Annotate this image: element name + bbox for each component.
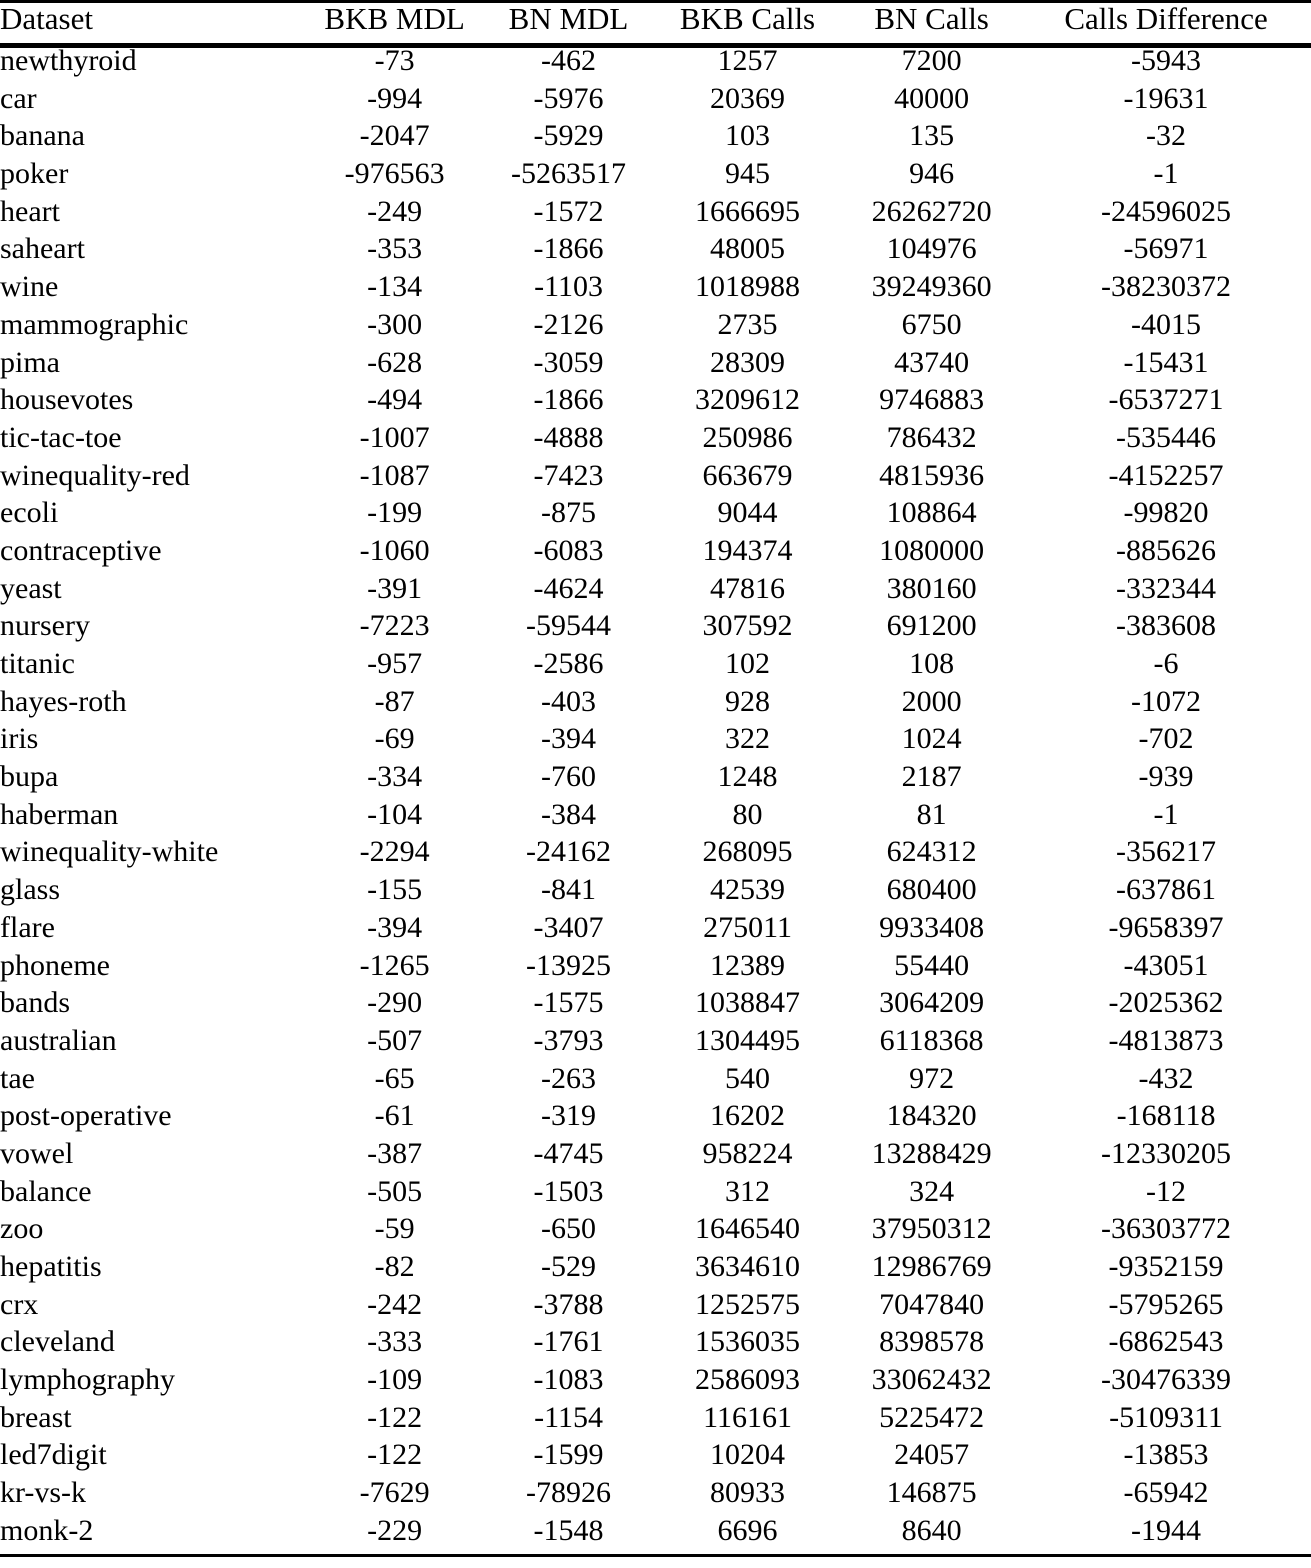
- cell-bn-mdl: -3059: [533, 345, 604, 379]
- cell-bkb-mdl: -134: [367, 270, 423, 304]
- cell-bkb-mdl: -73: [374, 44, 415, 77]
- cell-dataset-name: car: [0, 81, 37, 115]
- table-body: [0, 45, 1311, 1556]
- cell-bn-calls: 146875: [886, 1476, 977, 1510]
- cell-bn-calls: 43740: [894, 345, 970, 379]
- table-row[interactable]: [0, 1139, 1311, 1177]
- cell-bn-calls: 2000: [901, 684, 962, 718]
- table-row[interactable]: [0, 574, 1311, 612]
- cell-bn-calls: 1024: [901, 722, 962, 756]
- cell-bn-mdl: -4745: [533, 1136, 604, 1170]
- cell-bn-mdl: -24162: [526, 835, 612, 869]
- cell-bn-calls: 40000: [894, 81, 970, 115]
- cell-bn-mdl: -1761: [533, 1325, 604, 1359]
- cell-bn-mdl: -263: [541, 1061, 597, 1095]
- cell-dataset-name: contraceptive: [0, 533, 162, 567]
- cell-bn-mdl: -1599: [533, 1438, 604, 1472]
- table-row[interactable]: [0, 159, 1311, 197]
- cell-bn-calls: 184320: [886, 1099, 977, 1133]
- cell-dataset-name: winequality-red: [0, 458, 190, 492]
- cell-bkb-mdl: -1060: [359, 533, 430, 567]
- cell-dataset-name: heart: [0, 194, 60, 228]
- cell-bkb-calls: 3634610: [695, 1250, 801, 1283]
- cell-bkb-mdl: -505: [367, 1174, 423, 1208]
- table-row[interactable]: [0, 837, 1311, 875]
- table-row[interactable]: [0, 649, 1311, 687]
- cell-bn-calls: 4815936: [879, 458, 985, 492]
- cell-bkb-calls: 28309: [710, 345, 786, 379]
- table-row[interactable]: [0, 875, 1311, 913]
- cell-dataset-name: titanic: [0, 647, 75, 680]
- cell-bn-calls: 946: [909, 157, 955, 191]
- cell-bn-calls: 380160: [886, 571, 977, 605]
- cell-bkb-mdl: -994: [367, 81, 423, 115]
- cell-bkb-mdl: -122: [367, 1438, 423, 1472]
- cell-dataset-name: phoneme: [0, 948, 110, 982]
- column-header-bkb-mdl[interactable]: BKB MDL: [305, 3, 484, 45]
- table-row[interactable]: [0, 461, 1311, 499]
- cell-bn-mdl: -3407: [533, 910, 604, 944]
- column-header-bn-calls[interactable]: BN Calls: [842, 3, 1021, 45]
- table-row[interactable]: [0, 310, 1311, 348]
- cell-calls-difference: -4152257: [1108, 458, 1224, 492]
- cell-calls-difference: -332344: [1116, 571, 1217, 605]
- cell-bkb-mdl: -249: [367, 194, 423, 228]
- table-row[interactable]: [0, 348, 1311, 386]
- cell-bn-mdl: -1572: [533, 194, 604, 228]
- cell-dataset-name: crx: [0, 1287, 39, 1321]
- table-row[interactable]: [0, 762, 1311, 800]
- cell-bkb-calls: 103: [725, 119, 771, 153]
- cell-bkb-calls: 1248: [717, 760, 778, 794]
- column-header-dataset[interactable]: Dataset: [0, 3, 305, 45]
- cell-bn-calls: 55440: [894, 948, 970, 982]
- cell-dataset-name: tae: [0, 1061, 35, 1095]
- cell-bn-calls: 26262720: [871, 194, 992, 228]
- cell-calls-difference: -1944: [1021, 1516, 1311, 1555]
- cell-dataset-name: post-operative: [0, 1099, 172, 1133]
- table-header: [0, 2, 1311, 45]
- cell-dataset-name: mammographic: [0, 307, 189, 341]
- cell-calls-difference: -24596025: [1101, 194, 1232, 228]
- cell-bkb-calls: 928: [725, 684, 771, 718]
- table-row[interactable]: [0, 687, 1311, 725]
- cell-bn-calls: 104976: [886, 232, 977, 266]
- cell-calls-difference: -6862543: [1108, 1325, 1224, 1359]
- cell-bn-mdl: -394: [541, 722, 597, 756]
- cell-bn-calls: 2187: [901, 760, 962, 794]
- table-row[interactable]: [0, 611, 1311, 649]
- cell-bn-mdl: -6083: [533, 533, 604, 567]
- table-row[interactable]: [0, 1365, 1311, 1403]
- cell-calls-difference: -939: [1138, 760, 1194, 794]
- cell-bkb-mdl: -69: [374, 722, 415, 756]
- cell-calls-difference: -15431: [1123, 345, 1209, 379]
- cell-bkb-calls: 102: [725, 647, 771, 680]
- cell-bn-calls: 680400: [886, 873, 977, 907]
- cell-calls-difference: -9658397: [1108, 910, 1224, 944]
- cell-bkb-calls: 275011: [703, 910, 792, 944]
- cell-bkb-mdl: -59: [374, 1212, 415, 1246]
- cell-bn-mdl: -5929: [533, 119, 604, 153]
- cell-bkb-calls: 1038847: [695, 986, 801, 1020]
- cell-bkb-mdl: -7223: [359, 609, 430, 643]
- table-row[interactable]: [0, 84, 1311, 122]
- cell-bn-mdl: -1548: [484, 1516, 653, 1555]
- cell-bn-calls: 108: [909, 647, 955, 680]
- table-row[interactable]: [0, 498, 1311, 536]
- cell-bn-mdl: -650: [541, 1212, 597, 1246]
- table-row[interactable]: [0, 913, 1311, 951]
- table-row[interactable]: [0, 536, 1311, 574]
- cell-bn-calls: 135: [909, 119, 955, 153]
- cell-dataset-name: wine: [0, 270, 59, 304]
- table-row[interactable]: [0, 197, 1311, 235]
- cell-dataset-name: vowel: [0, 1136, 74, 1170]
- cell-bkb-mdl: -61: [374, 1099, 415, 1133]
- cell-bkb-calls: 945: [725, 157, 771, 191]
- cell-bkb-mdl: -353: [367, 232, 423, 266]
- cell-dataset-name: iris: [0, 722, 39, 756]
- cell-dataset-name: monk-2: [0, 1516, 305, 1555]
- table-header-row: [0, 3, 1311, 45]
- cell-bkb-mdl: -199: [367, 496, 423, 530]
- cell-calls-difference: -13853: [1123, 1438, 1209, 1472]
- cell-calls-difference: -12330205: [1101, 1136, 1232, 1170]
- cell-bn-mdl: -841: [541, 873, 597, 907]
- cell-bkb-calls: 307592: [702, 609, 793, 643]
- cell-bkb-mdl: -957: [367, 647, 423, 680]
- cell-calls-difference: -12: [1146, 1174, 1187, 1208]
- cell-bkb-mdl: -65: [374, 1061, 415, 1095]
- cell-calls-difference: -702: [1138, 722, 1194, 756]
- cell-bkb-calls: 250986: [702, 420, 793, 454]
- table-row[interactable]: [0, 385, 1311, 423]
- cell-bkb-mdl: -976563: [344, 157, 445, 191]
- table-row[interactable]: [0, 1516, 1311, 1555]
- cell-calls-difference: -356217: [1116, 835, 1217, 869]
- cell-bkb-calls: 1304495: [695, 1023, 801, 1057]
- cell-bn-calls: 13288429: [871, 1136, 992, 1170]
- cell-dataset-name: housevotes: [0, 383, 134, 417]
- cell-bn-mdl: -403: [541, 684, 597, 718]
- cell-bn-calls: 1080000: [879, 533, 985, 567]
- cell-bkb-calls: 1536035: [695, 1325, 801, 1359]
- cell-bkb-mdl: -290: [367, 986, 423, 1020]
- cell-bn-calls: 3064209: [879, 986, 985, 1020]
- cell-bkb-mdl: -1087: [359, 458, 430, 492]
- cell-bn-calls: 5225472: [879, 1400, 985, 1434]
- cell-bn-calls: 324: [909, 1174, 955, 1208]
- cell-calls-difference: -5795265: [1108, 1287, 1224, 1321]
- cell-bkb-calls: 663679: [702, 458, 793, 492]
- cell-dataset-name: nursery: [0, 609, 90, 643]
- cell-bn-calls: 6118368: [879, 1023, 984, 1057]
- cell-calls-difference: -5109311: [1109, 1400, 1223, 1434]
- cell-dataset-name: australian: [0, 1023, 117, 1057]
- cell-bkb-mdl: -122: [367, 1400, 423, 1434]
- cell-bkb-calls: 540: [725, 1061, 771, 1095]
- cell-calls-difference: -4015: [1131, 307, 1202, 341]
- table-row[interactable]: [0, 1478, 1311, 1516]
- cell-bn-calls: 786432: [886, 420, 977, 454]
- table-row[interactable]: [0, 1252, 1311, 1290]
- table-row[interactable]: [0, 1064, 1311, 1102]
- cell-calls-difference: -432: [1138, 1061, 1194, 1095]
- cell-bn-mdl: -1575: [533, 986, 604, 1020]
- cell-dataset-name: newthyroid: [0, 44, 137, 77]
- cell-bkb-calls: 1018988: [695, 270, 801, 304]
- cell-bn-mdl: -5976: [533, 81, 604, 115]
- cell-dataset-name: banana: [0, 119, 85, 153]
- cell-bkb-mdl: -2047: [359, 119, 430, 153]
- cell-bkb-calls: 268095: [702, 835, 793, 869]
- cell-dataset-name: bupa: [0, 760, 59, 794]
- cell-bn-calls: 9933408: [879, 910, 985, 944]
- cell-bn-mdl: -529: [541, 1250, 597, 1283]
- cell-dataset-name: bands: [0, 986, 70, 1020]
- cell-bkb-mdl: -2294: [359, 835, 430, 869]
- cell-bkb-calls: 80: [732, 797, 763, 831]
- cell-dataset-name: lymphography: [0, 1363, 175, 1397]
- column-header-bkb-calls[interactable]: BKB Calls: [653, 3, 842, 45]
- cell-bkb-calls: 1257: [717, 44, 778, 77]
- cell-dataset-name: balance: [0, 1174, 92, 1208]
- cell-bn-mdl: -13925: [526, 948, 612, 982]
- cell-bkb-calls: 958224: [702, 1136, 793, 1170]
- cell-bkb-mdl: -394: [367, 910, 423, 944]
- cell-bn-mdl: -1154: [534, 1400, 603, 1434]
- cell-calls-difference: -99820: [1123, 496, 1209, 530]
- table-row[interactable]: [0, 1177, 1311, 1215]
- cell-dataset-name: flare: [0, 910, 55, 944]
- cell-bkb-calls: 2735: [717, 307, 778, 341]
- table-row[interactable]: [0, 45, 1311, 84]
- cell-bkb-mdl: -109: [367, 1363, 423, 1397]
- cell-bn-calls: 9746883: [879, 383, 985, 417]
- cell-calls-difference: -1: [1153, 797, 1179, 831]
- cell-bkb-calls: 2586093: [695, 1363, 801, 1397]
- cell-bkb-calls: 42539: [710, 873, 786, 907]
- cell-bn-mdl: -760: [541, 760, 597, 794]
- table-row[interactable]: [0, 1327, 1311, 1365]
- column-header-bn-mdl[interactable]: BN MDL: [484, 3, 653, 45]
- cell-calls-difference: -9352159: [1108, 1250, 1224, 1283]
- cell-calls-difference: -1: [1153, 157, 1179, 191]
- cell-calls-difference: -19631: [1123, 81, 1209, 115]
- cell-calls-difference: -38230372: [1101, 270, 1232, 304]
- cell-bkb-calls: 47816: [710, 571, 786, 605]
- cell-calls-difference: -535446: [1116, 420, 1217, 454]
- cell-bkb-calls: 9044: [717, 496, 778, 530]
- cell-calls-difference: -885626: [1116, 533, 1217, 567]
- cell-bn-calls: 8398578: [879, 1325, 985, 1359]
- cell-bkb-mdl: -82: [374, 1250, 415, 1283]
- cell-dataset-name: tic-tac-toe: [0, 420, 122, 454]
- cell-bn-mdl: -1083: [533, 1363, 604, 1397]
- cell-bn-calls: 8640: [842, 1516, 1021, 1555]
- cell-bkb-calls: 16202: [710, 1099, 786, 1133]
- cell-bkb-calls: 312: [725, 1174, 771, 1208]
- cell-bkb-mdl: -300: [367, 307, 423, 341]
- cell-bn-calls: 6750: [901, 307, 962, 341]
- cell-bn-calls: 691200: [886, 609, 977, 643]
- cell-dataset-name: kr-vs-k: [0, 1476, 87, 1510]
- cell-calls-difference: -36303772: [1101, 1212, 1232, 1246]
- cell-bkb-calls: 20369: [710, 81, 786, 115]
- cell-bn-mdl: -4624: [533, 571, 604, 605]
- cell-bn-mdl: -3788: [533, 1287, 604, 1321]
- cell-dataset-name: saheart: [0, 232, 85, 266]
- column-header-calls-difference[interactable]: Calls Difference: [1021, 3, 1311, 45]
- table-row[interactable]: [0, 234, 1311, 272]
- cell-bn-mdl: -1866: [533, 383, 604, 417]
- cell-bn-mdl: -1866: [533, 232, 604, 266]
- cell-dataset-name: winequality-white: [0, 835, 219, 869]
- cell-dataset-name: pima: [0, 345, 60, 379]
- cell-bkb-calls: 1646540: [695, 1212, 801, 1246]
- cell-bkb-mdl: -387: [367, 1136, 423, 1170]
- cell-dataset-name: led7digit: [0, 1438, 107, 1472]
- cell-bn-mdl: -5263517: [511, 157, 627, 191]
- cell-bn-mdl: -4888: [533, 420, 604, 454]
- cell-dataset-name: cleveland: [0, 1325, 115, 1359]
- cell-bkb-calls: 12389: [710, 948, 786, 982]
- cell-calls-difference: -6537271: [1108, 383, 1224, 417]
- cell-dataset-name: hayes-roth: [0, 684, 127, 718]
- cell-bn-calls: 12986769: [871, 1250, 992, 1283]
- cell-bn-calls: 624312: [886, 835, 977, 869]
- table-row[interactable]: [0, 1290, 1311, 1328]
- cell-bkb-calls: 6696: [653, 1516, 842, 1555]
- table-row[interactable]: [0, 423, 1311, 461]
- cell-bkb-mdl: -87: [374, 684, 415, 718]
- cell-bkb-calls: 322: [725, 722, 771, 756]
- cell-bn-mdl: -875: [541, 496, 597, 530]
- cell-calls-difference: -65942: [1123, 1476, 1209, 1510]
- cell-bn-mdl: -3793: [533, 1023, 604, 1057]
- cell-calls-difference: -1072: [1131, 684, 1202, 718]
- cell-bn-calls: 7047840: [879, 1287, 985, 1321]
- cell-bn-calls: 108864: [886, 496, 977, 530]
- cell-bn-mdl: -2126: [533, 307, 604, 341]
- cell-calls-difference: -4813873: [1108, 1023, 1224, 1057]
- cell-bkb-mdl: -628: [367, 345, 423, 379]
- cell-bn-mdl: -462: [541, 44, 597, 77]
- cell-bn-calls: 24057: [894, 1438, 970, 1472]
- cell-bn-mdl: -7423: [533, 458, 604, 492]
- table-row[interactable]: [0, 724, 1311, 762]
- cell-bkb-mdl: -155: [367, 873, 423, 907]
- cell-calls-difference: -32: [1146, 119, 1187, 153]
- cell-calls-difference: -383608: [1116, 609, 1217, 643]
- cell-bkb-calls: 10204: [710, 1438, 786, 1472]
- cell-bn-calls: 972: [909, 1061, 955, 1095]
- table-row[interactable]: [0, 1440, 1311, 1478]
- cell-bn-calls: 33062432: [871, 1363, 992, 1397]
- cell-calls-difference: -5943: [1131, 44, 1202, 77]
- cell-bn-calls: 39249360: [871, 270, 992, 304]
- cell-calls-difference: -43051: [1123, 948, 1209, 982]
- cell-bn-mdl: -384: [541, 797, 597, 831]
- cell-bkb-calls: 48005: [710, 232, 786, 266]
- cell-bkb-calls: 1252575: [695, 1287, 801, 1321]
- table-row[interactable]: [0, 1026, 1311, 1064]
- cell-bkb-mdl: -229: [305, 1516, 484, 1555]
- table-row[interactable]: [0, 1403, 1311, 1441]
- table-row[interactable]: [0, 272, 1311, 310]
- cell-bkb-mdl: -1265: [359, 948, 430, 982]
- cell-bn-mdl: -1103: [534, 270, 603, 304]
- cell-bkb-mdl: -1007: [359, 420, 430, 454]
- cell-bn-mdl: -78926: [526, 1476, 612, 1510]
- cell-dataset-name: haberman: [0, 797, 119, 831]
- cell-dataset-name: ecoli: [0, 496, 59, 530]
- cell-dataset-name: breast: [0, 1400, 72, 1434]
- cell-dataset-name: zoo: [0, 1212, 44, 1246]
- cell-bn-calls: 81: [916, 797, 947, 831]
- cell-bkb-calls: 116161: [703, 1400, 792, 1434]
- cell-bkb-mdl: -391: [367, 571, 423, 605]
- cell-bkb-mdl: -334: [367, 760, 423, 794]
- cell-bn-mdl: -59544: [526, 609, 612, 643]
- cell-bkb-calls: 3209612: [695, 383, 801, 417]
- cell-dataset-name: yeast: [0, 571, 62, 605]
- cell-bkb-mdl: -333: [367, 1325, 423, 1359]
- cell-calls-difference: -637861: [1116, 873, 1217, 907]
- cell-bn-calls: 7200: [901, 44, 962, 77]
- table-row[interactable]: [0, 1101, 1311, 1139]
- table-row[interactable]: [0, 121, 1311, 159]
- cell-bkb-calls: 80933: [710, 1476, 786, 1510]
- cell-calls-difference: -6: [1153, 647, 1179, 680]
- cell-bkb-mdl: -104: [367, 797, 423, 831]
- cell-bkb-calls: 194374: [702, 533, 793, 567]
- cell-bkb-calls: 1666695: [695, 194, 801, 228]
- table-row[interactable]: [0, 988, 1311, 1026]
- cell-calls-difference: -168118: [1116, 1099, 1216, 1133]
- cell-bkb-mdl: -242: [367, 1287, 423, 1321]
- table-row[interactable]: [0, 800, 1311, 838]
- cell-bkb-mdl: -507: [367, 1023, 423, 1057]
- table-row[interactable]: [0, 951, 1311, 989]
- cell-dataset-name: glass: [0, 873, 60, 907]
- cell-bn-mdl: -1503: [533, 1174, 604, 1208]
- cell-dataset-name: hepatitis: [0, 1250, 102, 1283]
- cell-bkb-mdl: -7629: [359, 1476, 430, 1510]
- cell-bn-calls: 37950312: [871, 1212, 992, 1246]
- cell-calls-difference: -56971: [1123, 232, 1209, 266]
- cell-bn-mdl: -2586: [533, 647, 604, 680]
- cell-bkb-mdl: -494: [367, 383, 423, 417]
- table-row[interactable]: [0, 1214, 1311, 1252]
- cell-calls-difference: -30476339: [1101, 1363, 1232, 1397]
- cell-bn-mdl: -319: [541, 1099, 597, 1133]
- cell-calls-difference: -2025362: [1108, 986, 1224, 1020]
- cell-dataset-name: poker: [0, 157, 69, 191]
